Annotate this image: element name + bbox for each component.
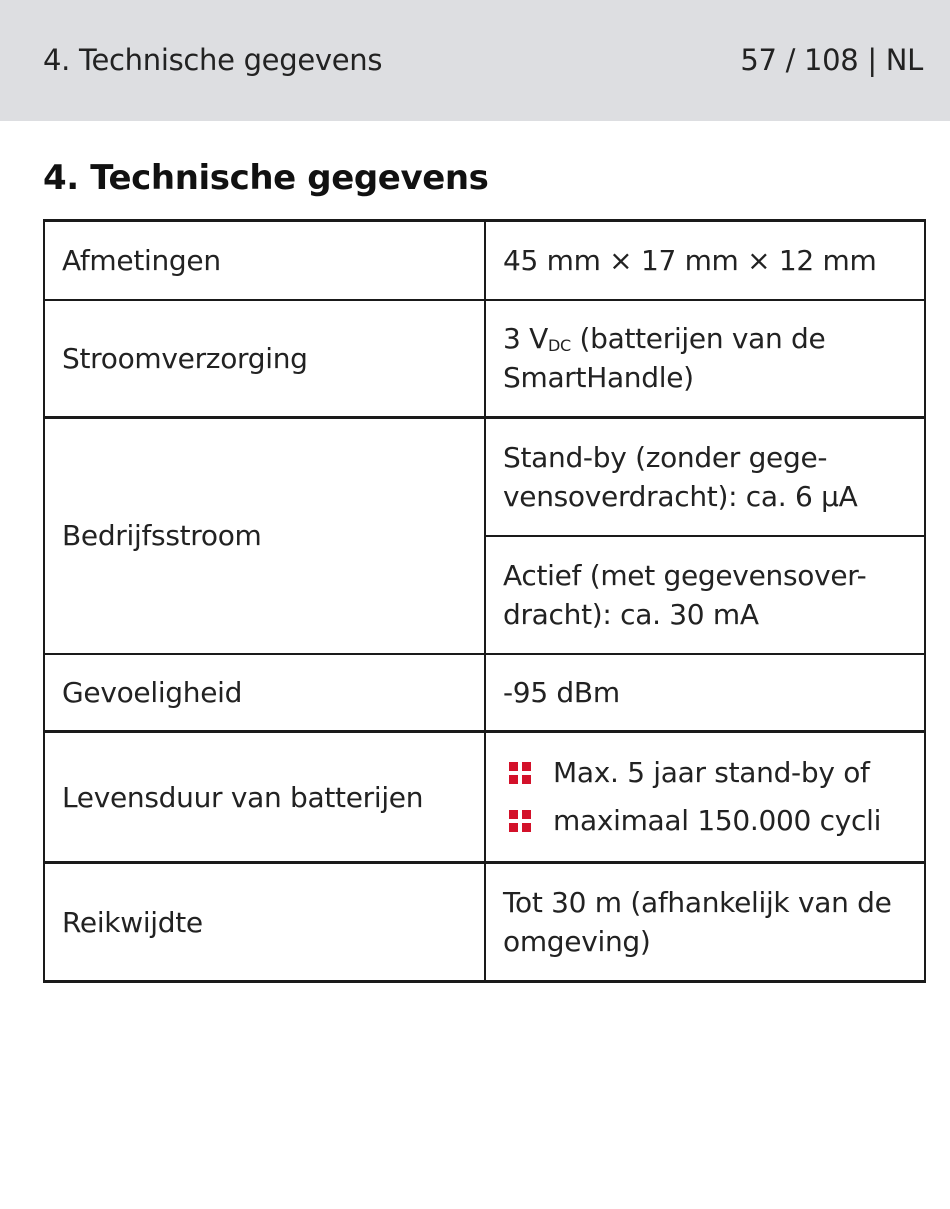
spec-value-active-current: Actief (met gegevensover-dracht): ca. 30 mA — [485, 536, 925, 654]
spec-value-standby-current: Stand-by (zonder gege-vensoverdracht): ca. 6 µA — [485, 418, 925, 536]
spec-label-range: Reikwijdte — [44, 863, 485, 982]
spec-value-battery-life — [485, 732, 925, 863]
table-row-range — [44, 863, 925, 982]
page-header — [0, 0, 950, 121]
battery-life-item-text: Max. 5 jaar stand-by of — [553, 756, 870, 789]
battery-life-list — [503, 749, 908, 845]
spec-label-operating-current: Bedrijfsstroom — [44, 418, 485, 654]
table-row-dimensions — [44, 221, 925, 300]
header-page-indicator: 57 / 108 | NL — [740, 43, 923, 77]
spec-label-dimensions: Afmetingen — [44, 221, 485, 300]
red-square-bullet-icon — [509, 810, 531, 832]
spec-value-sensitivity: -95 dBm — [485, 654, 925, 732]
table-row-sensitivity — [44, 654, 925, 732]
spec-label-power-supply: Stroomverzorging — [44, 300, 485, 418]
spec-value-dimensions: 45 mm × 17 mm × 12 mm — [485, 221, 925, 300]
spec-value-range: Tot 30 m (afhankelijk van de omgeving) — [485, 863, 925, 982]
section-title: 4. Technische gegevens — [43, 158, 489, 198]
spec-value-power-supply — [485, 300, 925, 418]
list-item — [503, 749, 908, 797]
list-item — [503, 797, 908, 845]
header-section-title: 4. Technische gegevens — [43, 43, 383, 77]
table-row-power-supply — [44, 300, 925, 418]
technical-specs-table — [43, 219, 926, 983]
spec-label-battery-life: Levensduur van batterijen — [44, 732, 485, 863]
power-voltage: 3 V — [503, 322, 548, 356]
spec-label-sensitivity: Gevoeligheid — [44, 654, 485, 732]
red-square-bullet-icon — [509, 762, 531, 784]
power-unit-subscript: DC — [547, 336, 571, 356]
power-description: (batterijen van de SmartHandle) — [503, 322, 826, 395]
battery-life-item-text: maximaal 150.000 cycli — [553, 804, 882, 837]
table-row-battery-life — [44, 732, 925, 863]
table-row-operating-current-standby — [44, 418, 925, 536]
